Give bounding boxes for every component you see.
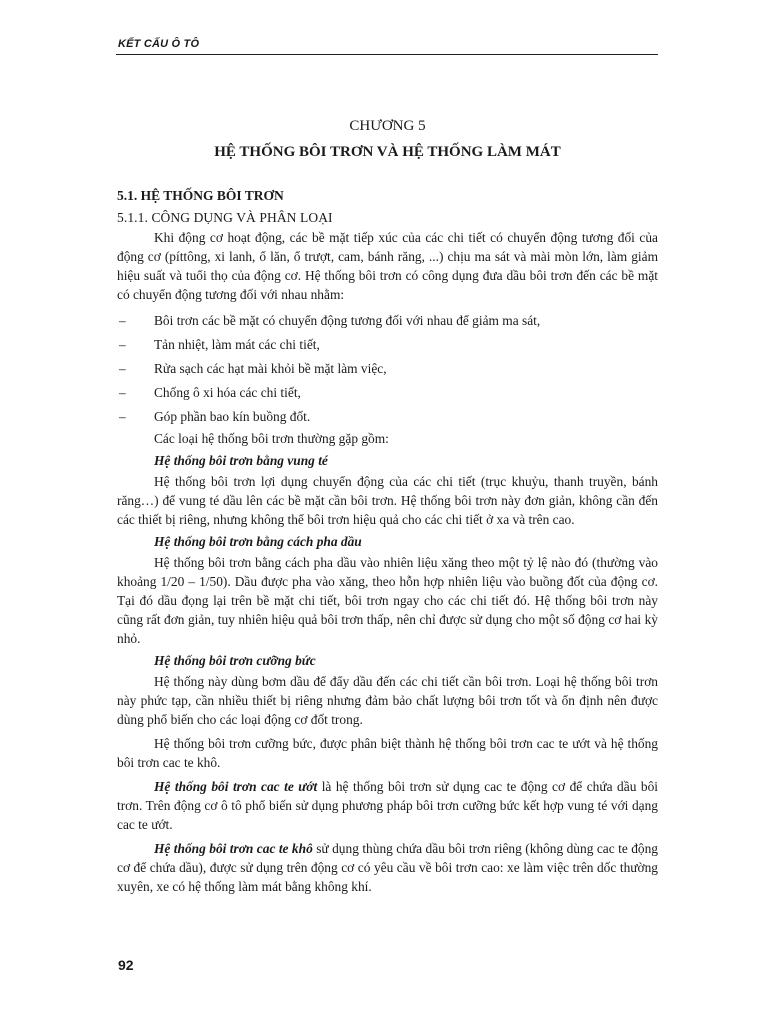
list-item — [117, 359, 658, 378]
running-header: KẾT CẤU Ô TÔ — [118, 38, 200, 50]
list-item — [117, 407, 658, 426]
wet-sump-paragraph — [117, 777, 658, 834]
splash-paragraph: Hệ thống bôi trơn lợi dụng chuyển động của các chi tiết (trục khuỷu, thanh truyền, bánh răng…) để vung té dầu lên các bề mặt cần bôi trơn. Hệ thống bôi trơn này đơn giản, không cần đến các thiết bị riêng, nhưng không thể bôi trơn hiệu quả cho các chi tiết ở xa và trên cao. — [117, 474, 658, 527]
dry-sump-term: Hệ thống bôi trơn cac te khô — [154, 841, 313, 856]
purpose-list — [117, 311, 658, 426]
wet-sump-term: Hệ thống bôi trơn cac te ướt — [154, 779, 318, 794]
header-divider — [116, 54, 658, 55]
splash-heading: Hệ thống bôi trơn bằng vung té — [154, 453, 328, 468]
mixed-heading: Hệ thống bôi trơn bằng cách pha dầu — [154, 534, 362, 549]
section-title: 5.1. HỆ THỐNG BÔI TRƠN — [117, 188, 284, 203]
dash-marker: – — [119, 313, 126, 328]
list-item-text: Góp phần bao kín buồng đốt. — [154, 409, 311, 424]
dash-marker: – — [119, 361, 126, 376]
page-number: 92 — [118, 957, 134, 973]
list-item — [117, 335, 658, 354]
chapter-label: CHƯƠNG 5 — [349, 118, 426, 134]
list-item — [117, 311, 658, 330]
dash-marker: – — [119, 385, 126, 400]
dry-sump-text: sử dụng thùng chứa dầu bôi trơn riêng (không dùng cac te động cơ để chứa dầu), được sử dụng trên động cơ có yêu cầu về bôi trơn cao: xe làm việc trên dốc thường xuyên, xe có hệ thống làm mát bằng không khí. — [117, 841, 658, 894]
subsection-title: 5.1.1. CÔNG DỤNG VÀ PHÂN LOẠI — [117, 210, 333, 225]
dry-sump-paragraph — [117, 839, 658, 896]
forced-paragraph: Hệ thống này dùng bơm dầu để đẩy dầu đến các chi tiết cần bôi trơn. Loại hệ thống bôi trơn này phức tạp, cần nhiều thiết bị riêng nhưng đảm bảo chất lượng bôi trơn tốt và ổn định nên được dùng phổ biến cho các loại động cơ đốt trong. — [117, 674, 658, 727]
intro-paragraph: Khi động cơ hoạt động, các bề mặt tiếp xúc của các chi tiết có chuyển động tương đối của động cơ (píttông, xi lanh, ổ lăn, ổ trượt, cam, bánh răng, ...) chịu ma sát và mài mòn lớn, làm giảm hiệu suất và tuổi thọ của động cơ. Hệ thống bôi trơn có công dụng đưa dầu bôi trơn đến các bề mặt có chuyển động tương đối với nhau nhằm: — [117, 230, 658, 302]
forced-heading: Hệ thống bôi trơn cưỡng bức — [154, 653, 316, 668]
dash-marker: – — [119, 409, 126, 424]
list-item-text: Tản nhiệt, làm mát các chi tiết, — [154, 337, 320, 352]
types-intro: Các loại hệ thống bôi trơn thường gặp gồm: — [154, 431, 389, 446]
forced-types-paragraph: Hệ thống bôi trơn cưỡng bức, được phân biệt thành hệ thống bôi trơn cac te ướt và hệ thống bôi trơn cac te khô. — [117, 736, 658, 770]
list-item — [117, 383, 658, 402]
page-body — [117, 116, 658, 896]
list-item-text: Bôi trơn các bề mặt có chuyển động tương đối với nhau để giảm ma sát, — [154, 313, 541, 328]
list-item-text: Chống ô xi hóa các chi tiết, — [154, 385, 301, 400]
mixed-paragraph: Hệ thống bôi trơn bằng cách pha dầu vào nhiên liệu xăng theo một tỷ lệ nào đó (thường vào khoảng 1/20 – 1/50). Dầu được pha vào xăng, theo hỗn hợp nhiên liệu vào buồng đốt của động cơ. Tại đó dầu đọng lại trên bề mặt chi tiết, bôi trơn ngay cho các chi tiết đó. Hệ thống bôi trơn này cũng rất đơn giản, tuy nhiên hiệu quả bôi trơn thấp, nên chỉ được sử dụng cho một số động cơ hai kỳ nhỏ. — [117, 555, 658, 646]
chapter-title: HỆ THỐNG BÔI TRƠN VÀ HỆ THỐNG LÀM MÁT — [214, 144, 561, 160]
wet-sump-text: là hệ thống bôi trơn sử dụng cac te động cơ để chứa dầu bôi trơn. Trên động cơ ô tô phổ biến sử dụng phương pháp bôi trơn cưỡng bức kết hợp vung té với dạng cac te ướt. — [117, 779, 658, 832]
dash-marker: – — [119, 337, 126, 352]
list-item-text: Rửa sạch các hạt mài khỏi bề mặt làm việc, — [154, 361, 387, 376]
